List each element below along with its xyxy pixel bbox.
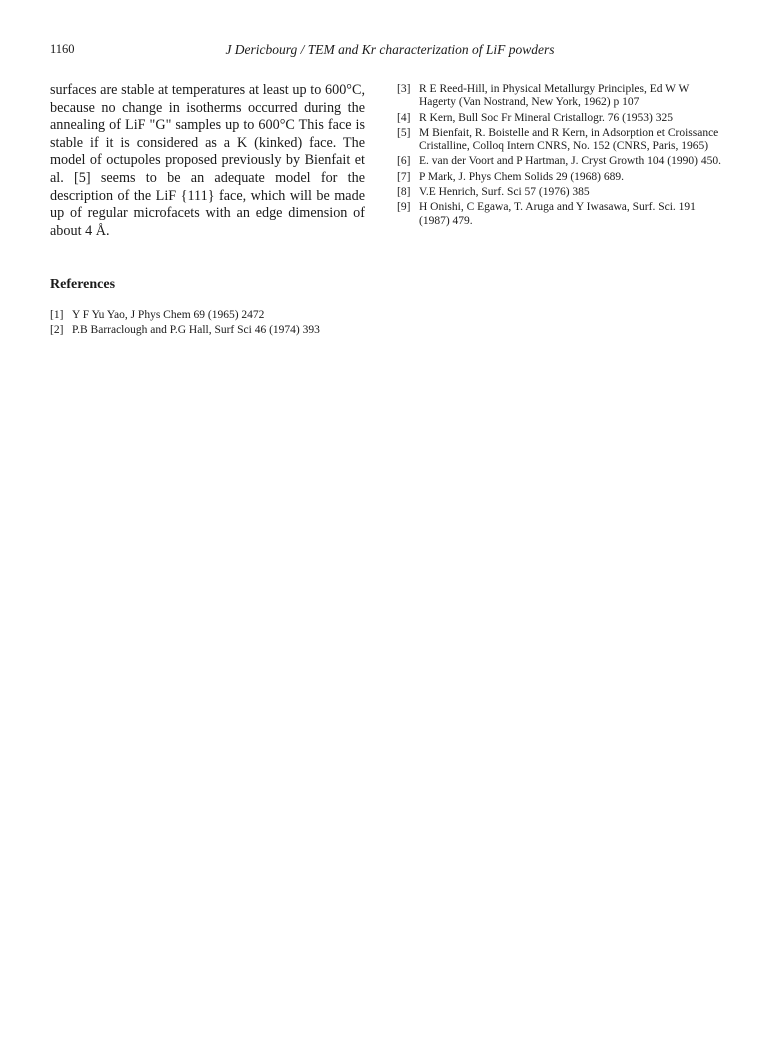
reference-text: H Onishi, C Egawa, T. Aruga and Y Iwasawa, Surf. Sci. 191 (1987) 479. bbox=[419, 201, 696, 227]
reference-item bbox=[397, 112, 727, 125]
reference-item bbox=[397, 171, 727, 184]
reference-item bbox=[397, 186, 727, 199]
reference-item bbox=[397, 201, 727, 228]
body-paragraph: surfaces are stable at temperatures at least up to 600°C, because no change in isotherms occurred during the annealing of LiF "G" samples up to 600°C This face is stable if it is considered as a K (kinked) face. The model of octupoles proposed previously by Bienfait et al. [5] seems to be an adequate model for the description of the LiF {111} face, which will be made up of regular microfacets with an edge dimension of about 4 Å. bbox=[50, 82, 365, 239]
reference-item bbox=[397, 155, 727, 168]
reference-text: Y F Yu Yao, J Phys Chem 69 (1965) 2472 bbox=[72, 309, 265, 321]
references-left-column bbox=[50, 309, 380, 340]
reference-number: [4] bbox=[397, 111, 411, 124]
reference-number: [1] bbox=[50, 309, 64, 321]
page-header bbox=[50, 42, 730, 62]
reference-text: V.E Henrich, Surf. Sci 57 (1976) 385 bbox=[419, 186, 590, 199]
right-column bbox=[397, 83, 727, 230]
reference-number: [8] bbox=[397, 186, 411, 199]
reference-list-left bbox=[50, 309, 380, 338]
running-head: J Dericbourg / TEM and Kr characterization of LiF powders bbox=[225, 42, 555, 57]
reference-text: R Kern, Bull Soc Fr Mineral Cristallogr. 76 (1953) 325 bbox=[419, 111, 673, 124]
reference-number: [9] bbox=[397, 201, 411, 214]
page-number: 1160 bbox=[50, 42, 75, 56]
reference-text: P.B Barraclough and P.G Hall, Surf Sci 46 (1974) 393 bbox=[72, 324, 320, 337]
reference-list-right bbox=[397, 83, 727, 228]
reference-item bbox=[50, 309, 380, 322]
reference-text: M Bienfait, R. Boistelle and R Kern, in Adsorption et Croissance Cristalline, Colloq Intern CNRS, No. 152 (CNRS, Paris, 1965) bbox=[419, 126, 719, 153]
reference-number: [2] bbox=[50, 324, 64, 337]
reference-number: [6] bbox=[397, 155, 411, 168]
reference-text: E. van der Voort and P Hartman, J. Cryst Growth 104 (1990) 450. bbox=[419, 155, 721, 168]
reference-item bbox=[397, 127, 727, 154]
reference-number: [5] bbox=[397, 126, 411, 139]
references-heading: References bbox=[50, 277, 116, 292]
reference-item bbox=[397, 83, 727, 110]
reference-number: [3] bbox=[397, 83, 411, 95]
left-column bbox=[50, 82, 365, 240]
reference-text: P Mark, J. Phys Chem Solids 29 (1968) 689. bbox=[419, 170, 624, 183]
reference-text: R E Reed-Hill, in Physical Metallurgy Principles, Ed W W Hagerty (Van Nostrand, New York, 1962) p 107 bbox=[419, 83, 690, 109]
reference-number: [7] bbox=[397, 170, 411, 183]
reference-item bbox=[50, 324, 380, 337]
